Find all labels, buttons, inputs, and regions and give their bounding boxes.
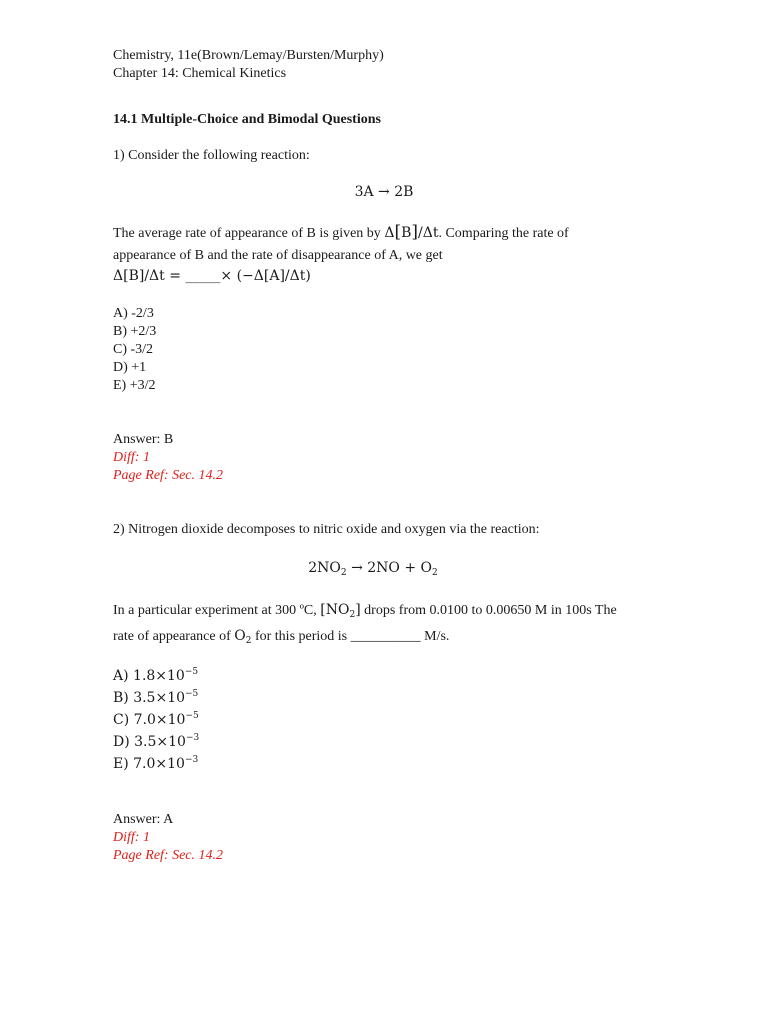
choice-mantissa: 7.0 — [133, 712, 156, 728]
choice-letter: A) — [113, 668, 134, 684]
q1-choice-e: E) +3/2 — [113, 378, 156, 393]
choice-mantissa: 1.8 — [133, 668, 156, 684]
q1-choice-c: C) -3/2 — [113, 342, 154, 357]
choice-exponent: −3 — [185, 733, 200, 743]
choice-letter: E) — [113, 756, 134, 772]
q2-difficulty: Diff: 1 — [113, 830, 150, 845]
chapter-title: Chapter 14: Chemical Kinetics — [113, 66, 287, 81]
q2-page-ref: Page Ref: Sec. 14.2 — [113, 848, 224, 863]
q1-text3a: Δ[B]/Δt = — [113, 268, 186, 284]
q1-choice-d: D) +1 — [113, 360, 147, 375]
choice-exponent: −5 — [185, 711, 199, 721]
q1-text-line2: appearance of B and the rate of disappearance of A, we get — [113, 248, 443, 263]
q1-blank: _____ — [185, 268, 221, 284]
o2-formula: $O_2$ — [234, 628, 252, 646]
q2-prompt: 2) Nitrogen dioxide decomposes to nitric oxide and oxygen via the reaction: — [113, 522, 540, 537]
choice-exponent: −5 — [185, 689, 199, 699]
q2-choice-e: E) $7.0\times 10^{-3}$ — [113, 755, 199, 772]
q1-choice-a: A) -2/3 — [113, 306, 154, 321]
q2-text1b: drops from 0.0100 to 0.00650 M in 100s The — [360, 603, 617, 618]
q1-page-ref: Page Ref: Sec. 14.2 — [113, 468, 224, 483]
q1-text1b: . Comparing the rate of — [438, 226, 569, 241]
book-title: Chemistry, 11e(Brown/Lemay/Bursten/Murphy) — [113, 48, 384, 63]
choice-mantissa: 3.5 — [133, 690, 156, 706]
q1-prompt: 1) Consider the following reaction: — [113, 148, 310, 163]
q1-text3b: × (−Δ[A]/Δt) — [220, 268, 311, 284]
choice-mantissa: 3.5 — [134, 734, 157, 750]
choice-letter: C) — [113, 712, 134, 728]
q2-choice-d: D) $3.5\times 10^{-3}$ — [113, 733, 200, 750]
choice-exponent: −5 — [184, 667, 199, 677]
q1-text1a: The average rate of appearance of B is given by — [113, 226, 385, 241]
choice-mantissa: 7.0 — [133, 756, 156, 772]
q2-choice-a: A) $1.8\times 10^{-5}$ — [113, 667, 199, 684]
q1-text-line1 — [113, 223, 569, 243]
q2-choice-b: B) $3.5\times 10^{-5}$ — [113, 689, 199, 706]
q2-text2c: M/s. — [420, 629, 450, 644]
q2-text-line1 — [113, 601, 617, 620]
q1-reaction: 3A → 2B — [354, 184, 414, 200]
q2-answer: Answer: A — [113, 812, 174, 827]
q2-text2a: rate of appearance of — [113, 629, 235, 644]
q1-difficulty: Diff: 1 — [113, 450, 150, 465]
q2-reaction: $2NO_2 \to 2NO + O_2$ — [308, 560, 438, 578]
q2-choice-c: C) $7.0\times 10^{-5}$ — [113, 711, 199, 728]
choice-exponent: −3 — [184, 755, 199, 765]
rate-of-b-expression: Δ[B]/Δt — [384, 222, 439, 242]
choice-letter: D) — [113, 734, 135, 750]
q2-blank: __________ — [350, 629, 421, 644]
q2-text2b: for this period is — [251, 629, 351, 644]
q1-choice-b: B) +2/3 — [113, 324, 157, 339]
q1-answer: Answer: B — [113, 432, 174, 447]
q2-text1a: In a particular experiment at 300 ºC, — [113, 603, 321, 618]
section-title: 14.1 Multiple-Choice and Bimodal Questions — [113, 112, 381, 127]
choice-letter: B) — [113, 690, 134, 706]
q1-text-line3 — [113, 267, 311, 285]
no2-concentration: $[NO_2]$ — [320, 602, 361, 620]
q2-text-line2 — [113, 627, 449, 646]
